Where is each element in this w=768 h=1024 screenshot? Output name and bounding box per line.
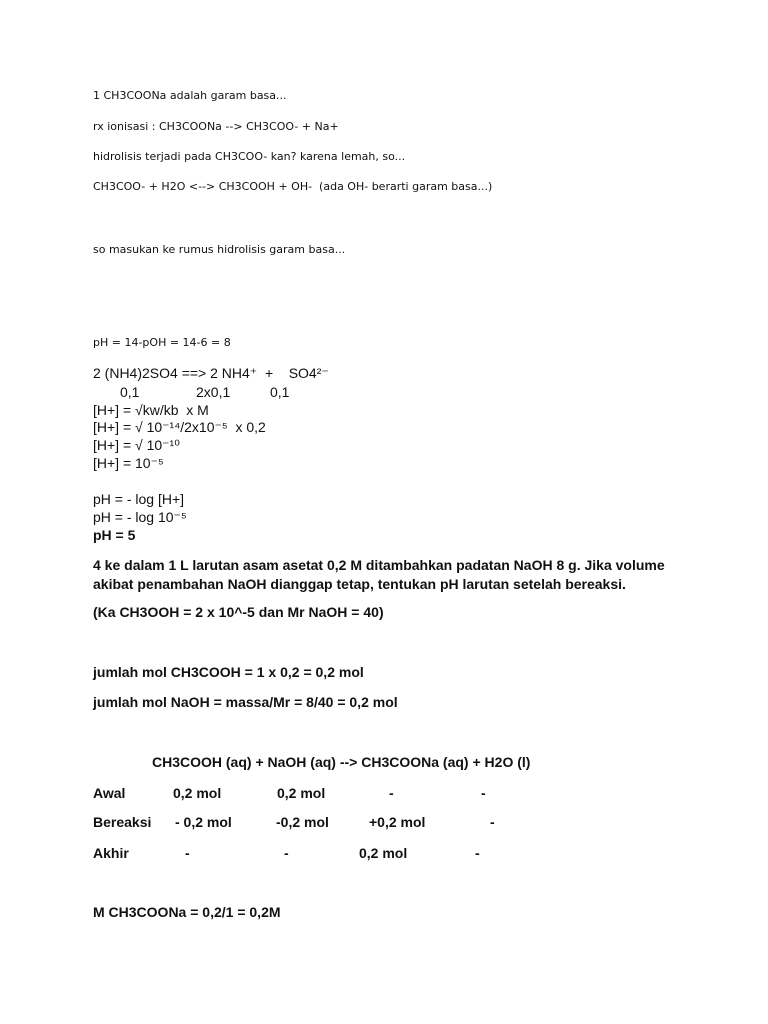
cell-naoh: 0,2 mol <box>277 785 326 801</box>
note-line-5: so masukan ke rumus hidrolisis garam basa... <box>93 243 346 256</box>
question-line-2: akibat penambahan NaOH dianggap tetap, tentukan pH larutan setelah bereaksi. <box>93 576 626 592</box>
cell-ch3coona: +0,2 mol <box>369 814 426 830</box>
ph-result: pH = 5 <box>93 527 136 543</box>
h-line-2: [H+] = √ 10⁻¹⁴/2x10⁻⁵ x 0,2 <box>93 419 266 435</box>
cell-ch3coona: - <box>389 785 394 801</box>
note-line-4: CH3COO- + H2O <--> CH3COOH + OH- (ada OH- berarti garam basa...) <box>93 180 493 193</box>
row-label: Awal <box>93 785 126 801</box>
reaction-equation: CH3COOH (aq) + NaOH (aq) --> CH3COONa (aq) + H2O (l) <box>152 754 531 770</box>
cell-naoh: - <box>284 845 289 861</box>
concentration-3: 0,1 <box>270 384 290 400</box>
question-line-3: (Ka CH3OOH = 2 x 10^-5 dan Mr NaOH = 40) <box>93 604 384 620</box>
ph-line-2: pH = - log 10⁻⁵ <box>93 509 187 525</box>
cell-ch3cooh: 0,2 mol <box>173 785 222 801</box>
h-line-4: [H+] = 10⁻⁵ <box>93 455 164 471</box>
cell-h2o: - <box>475 845 480 861</box>
note-line-3: hidrolisis terjadi pada CH3COO- kan? karena lemah, so... <box>93 150 406 163</box>
mol-naoh: jumlah mol NaOH = massa/Mr = 8/40 = 0,2 mol <box>93 694 398 710</box>
note-line-2: rx ionisasi : CH3COONa --> CH3COO- + Na+ <box>93 120 339 133</box>
mol-ch3cooh: jumlah mol CH3COOH = 1 x 0,2 = 0,2 mol <box>93 664 364 680</box>
cell-naoh: -0,2 mol <box>276 814 329 830</box>
cell-ch3cooh: - 0,2 mol <box>175 814 232 830</box>
h-line-3: [H+] = √ 10⁻¹⁰ <box>93 437 180 453</box>
row-label: Bereaksi <box>93 814 152 830</box>
note-line-1: 1 CH3COONa adalah garam basa... <box>93 89 287 102</box>
final-concentration: M CH3COONa = 0,2/1 = 0,2M <box>93 904 281 920</box>
ph-line-1: pH = - log [H+] <box>93 491 185 507</box>
concentration-1: 0,1 <box>120 384 140 400</box>
cell-h2o: - <box>490 814 495 830</box>
h-line-1: [H+] = √kw/kb x M <box>93 402 209 418</box>
question-line-1: 4 ke dalam 1 L larutan asam asetat 0,2 M ditambahkan padatan NaOH 8 g. Jika volume <box>93 557 665 573</box>
cell-ch3cooh: - <box>185 845 190 861</box>
concentration-2: 2x0,1 <box>196 384 231 400</box>
cell-ch3coona: 0,2 mol <box>359 845 408 861</box>
cell-h2o: - <box>481 785 486 801</box>
ionization-equation: 2 (NH4)2SO4 ==> 2 NH4⁺ + SO4²⁻ <box>93 365 329 381</box>
row-label: Akhir <box>93 845 129 861</box>
note-line-6: pH = 14-pOH = 14-6 = 8 <box>93 336 231 349</box>
